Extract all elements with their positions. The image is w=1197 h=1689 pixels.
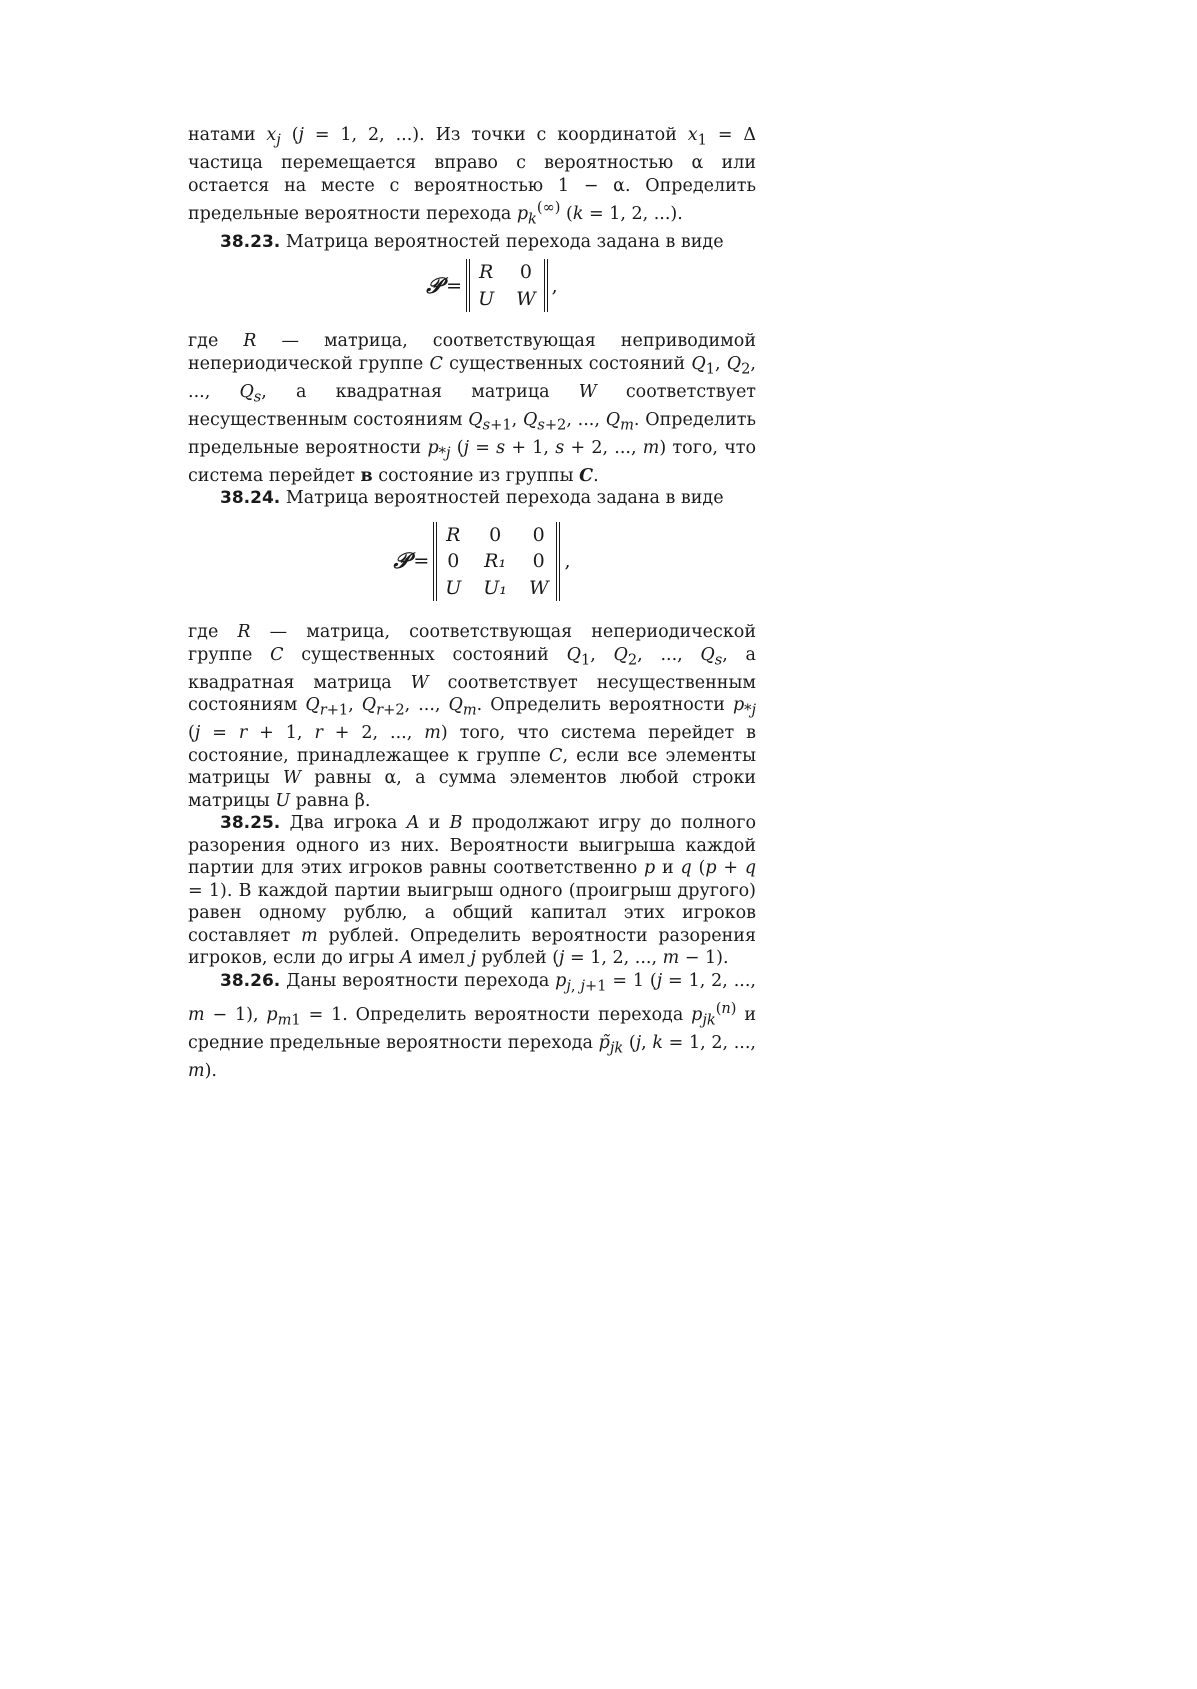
matrix-2x2	[466, 259, 548, 312]
matrix-symbol: 𝒫	[426, 272, 443, 299]
text-column	[188, 124, 756, 1082]
equals-sign: =	[446, 274, 463, 297]
equals-sign: =	[413, 550, 430, 573]
problem-38-26: 38.26. Даны вероятности перехода $p_{j, j+1} = 1$ (j = 1, 2, ..., m − 1), $p_{m1} = 1$. Определить вероятности перехода $p_{jk}^{(n)}$ и средние предельные вероятности перехода $p̃_{jk}$ (j, k = 1, 2, ..., m).	[188, 970, 756, 1081]
matrix-cell: 0	[489, 523, 502, 546]
problem-38-23	[188, 231, 756, 254]
matrix-cell: W	[528, 576, 549, 599]
matrix-3x3	[433, 522, 560, 602]
problem-text: Матрица вероятностей перехода задана в виде	[285, 488, 724, 509]
matrix-cell: 0	[447, 550, 460, 573]
matrix-cell: R	[446, 523, 461, 546]
matrix-cell: 0	[519, 261, 532, 284]
paragraph-38-24-body: где R — матрица, соответствующая непериодической группе C существенных состояний $Q_1$, $Q_2$, ..., $Q_s$, а квадратная матрица W соответствует несущественным состояниям $Q_{r+1}$, $Q_{r+2}$, ..., $Q_m$. Определить вероятности $p_{*j}$ (j = r + 1, r + 2, ..., m) того, что система перейдет в состояние, принадлежащее к группе C, если все элементы матрицы W равны α, а сумма элементов любой строки матрицы U равна β.	[188, 622, 757, 811]
paragraph-38-23-body: где R — матрица, соответствующая неприводимой непериодической группе C существенных состояний $Q_1$, $Q_2$, ..., $Q_s$, а квадратная матрица W соответствует несущественным состояниям $Q_{s+1}$, $Q_{s+2}$, ..., $Q_m$. Определить предельные вероятности $p_{*j}$ (j = s + 1, s + 2, ..., m) того, что система перейдет в состояние из группы C.	[188, 331, 756, 486]
problem-38-25: 38.25. Два игрока A и B продолжают игру до полного разорения одного из них. Вероятности выигрыша каждой партии для этих игроков равны соответственно p и q (p + q = 1). В каждой партии выигрыш одного (проигрыш другого) равен одному рублю, а общий капитал этих игроков составляет m рублей. Определить вероятности разорения игроков, если до игры A имел j рублей (j = 1, 2, ..., m − 1).	[188, 813, 757, 969]
matrix-cell: U₁	[483, 576, 507, 599]
matrix-formula-1	[188, 259, 756, 312]
matrix-cell: R	[478, 261, 494, 284]
formula-comma: ,	[564, 550, 571, 573]
paragraph-continuation: натами $x_j$ (j = 1, 2, ...). Из точки с координатой $x_1 = \Delta$ частица перемещается вправо с вероятностью α или остается на месте с вероятностью 1 − α. Определить предельные вероятности перехода $p_k^{(\infty)}$ (k = 1, 2, ...).	[188, 125, 757, 228]
matrix-cell: W	[516, 287, 536, 310]
matrix-cell: 0	[532, 523, 545, 546]
problem-number: 38.24.	[220, 488, 281, 509]
matrix-cell: U	[445, 576, 462, 599]
blank-area	[0, 1000, 1197, 1689]
matrix-cell: 0	[532, 550, 545, 573]
problem-number: 38.25.	[220, 813, 281, 834]
matrix-cell: U	[478, 287, 495, 310]
formula-comma: ,	[551, 274, 558, 297]
problem-number: 38.23.	[220, 231, 281, 252]
matrix-formula-2	[188, 522, 756, 602]
problem-text: Матрица вероятностей перехода задана в виде	[285, 231, 724, 252]
matrix-cell: R₁	[484, 550, 507, 573]
problem-38-24	[188, 487, 756, 510]
problem-number: 38.26.	[220, 970, 281, 991]
matrix-symbol: 𝒫	[393, 548, 410, 575]
